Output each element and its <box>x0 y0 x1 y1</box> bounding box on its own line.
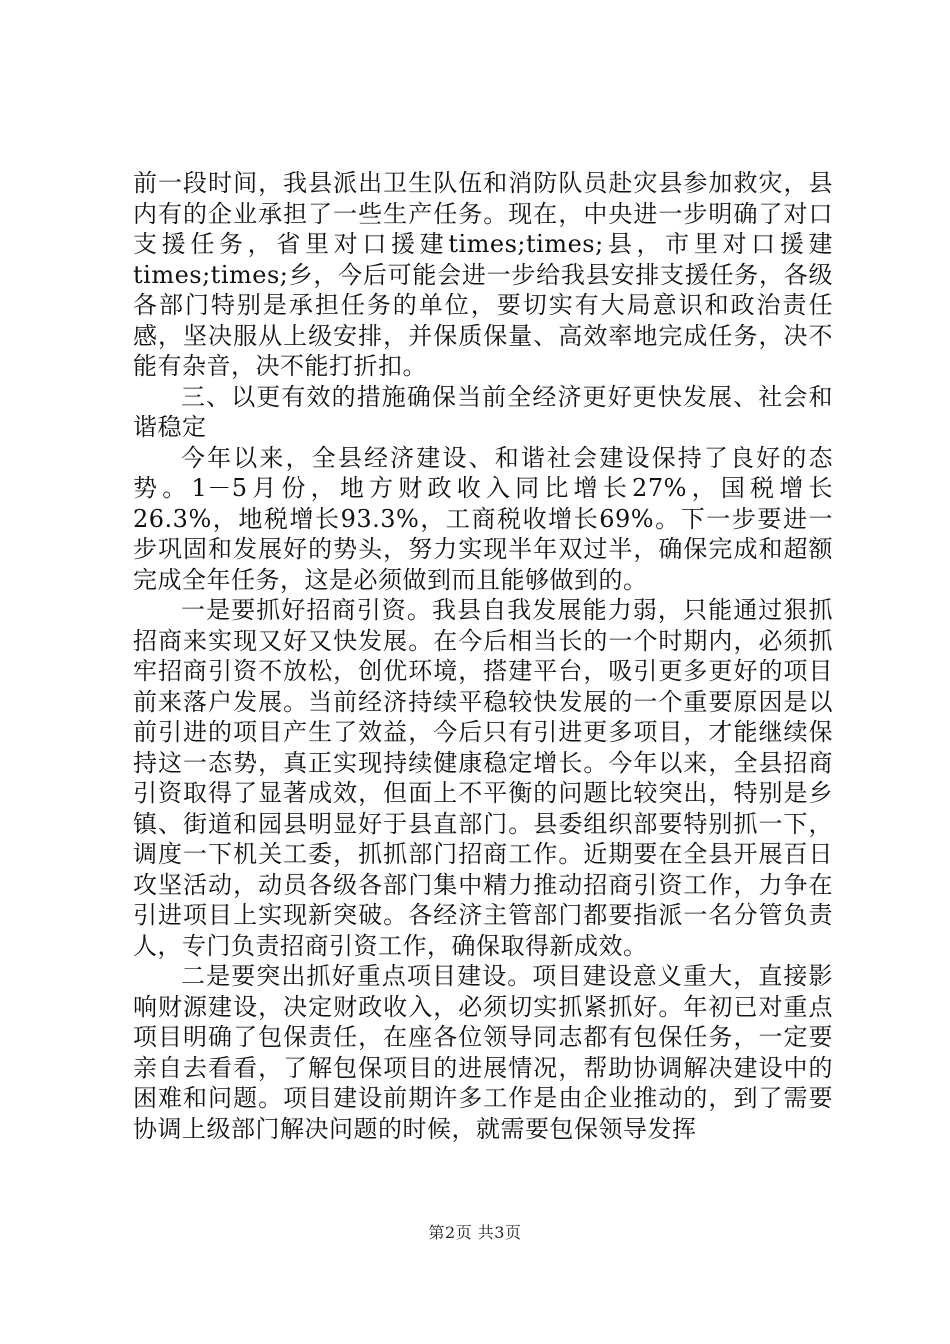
section-heading-three: 三、以更有效的措施确保当前全经济更好更快发展、社会和谐稳定 <box>133 382 833 441</box>
page-number-footer: 第2页 共3页 <box>428 1223 522 1242</box>
paragraph-investment-attraction: 一是要抓好招商引资。我县自我发展能力弱，只能通过狠抓招商来实现又好又快发展。在今后相当长的一个时期内，必须抓牢招商引资不放松，创优环境，搭建平台，吸引更多更好的项目前来落户发展。当前经济持续平稳较快发展的一个重要原因是以前引进的项目产生了效益，今后只有引进更多项目，才能继续保持这一态势，真正实现持续健康稳定增长。今年以来，全县招商引资取得了显著成效，但面上不平衡的问题比较突出，特别是乡镇、街道和园县明显好于县直部门。县委组织部要特别抓一下，调度一下机关工委，抓抓部门招商工作。近期要在全县开展百日攻坚活动，动员各级各部门集中精力推动招商引资工作，力争在引进项目上实现新突破。各经济主管部门都要指派一名分管负责人，专门负责招商引资工作，确保取得新成效。 <box>133 596 833 960</box>
paragraph-disaster-relief: 前一段时间，我县派出卫生队伍和消防队员赴灾县参加救灾，县内有的企业承担了一些生产任务。现在，中央进一步明确了对口支援任务，省里对口援建times;times;县，市里对口援建times;times;乡，今后可能会进一步给我县安排支援任务，各级各部门特别是承担任务的单位，要切实有大局意识和政治责任感，坚决服从上级安排，并保质保量、高效率地完成任务，决不能有杂音，决不能打折扣。 <box>133 169 833 380</box>
paragraph-economic-situation: 今年以来，全县经济建设、和谐社会建设保持了良好的态势。1－5月份，地方财政收入同比增长27%，国税增长26.3%，地税增长93.3%，工商税收增长69%。下一步要进一步巩固和发展好的势头，努力实现半年双过半，确保完成和超额完成全年任务，这是必须做到而且能够做到的。 <box>133 443 833 594</box>
paragraph-key-projects: 二是要突出抓好重点项目建设。项目建设意义重大，直接影响财源建设，决定财政收入，必须切实抓紧抓好。年初已对重点项目明确了包保责任，在座各位领导同志都有包保任务，一定要亲自去看看，了解包保项目的进展情况，帮助协调解决建设中的困难和问题。项目建设前期许多工作是由企业推动的，到了需要协调上级部门解决问题的时候，就需要包保领导发挥 <box>133 962 833 1143</box>
document-body <box>133 168 833 1144</box>
